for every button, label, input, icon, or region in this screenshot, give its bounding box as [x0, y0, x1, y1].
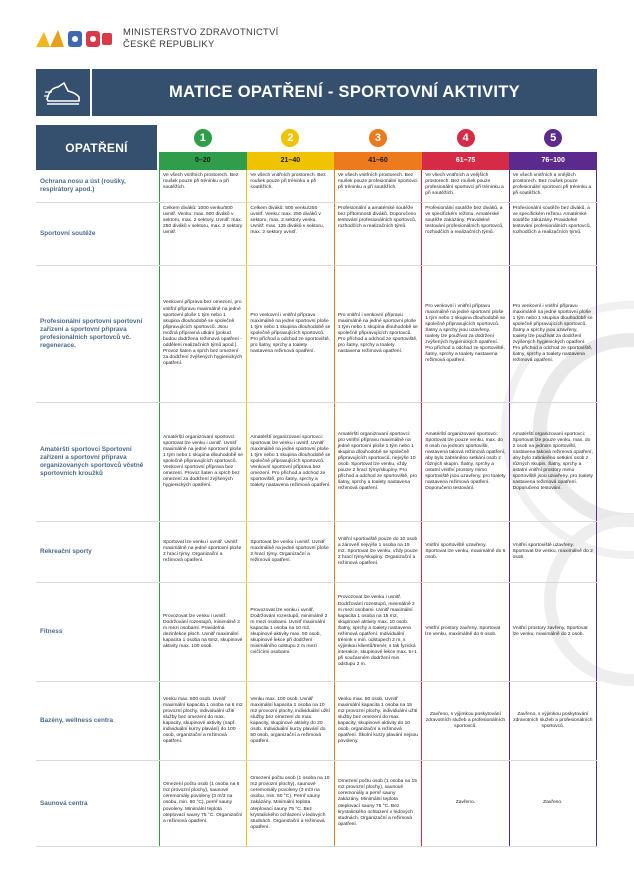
cell-text: Provozovat lze venku i uvnitř. Dodržování rozestupů, minimálně 2 m mezi osobami. Uvnitř maximální kapacita 1 osoba na 15 m2, skupinové aktivity max. 10 osob. Šatny, sprchy a toalety nastavena režimová opatření. Individuální trénink v min. odstupech 2 m, s výjimkou klientů/trenér, s tak fyzická interakce, skupinové lekce max. 5+1 při současném dodržení min. odstupu 2 m. [337, 595, 417, 668]
cell-text: Celkem diváků: 1000 venku/500 uvnitř. Venku: max. 500 diváků v sektoru, max. 2 sektory. Uvnitř: max. 250 diváků v sektoru, max. 2 sektory uvnitř. [163, 206, 243, 236]
cell-text: Pro venkovní i vnitřní přípravu maximálně na jedné sportovní ploše 1 tým nebo 1 skupina dlouhodobě se společně připravujících sportovců. Pro příchod a odchod ze sportoviště, pro šatny, sprchy a toalety nastavena režimová opatření. [250, 312, 331, 355]
table-row [36, 203, 597, 266]
cell-text: Provozovat lze venku i uvnitř. Dodržování rozestupů, minimálně 2 m mezi osobami. Uvnitř maximální kapacita 1 osoba na 10 m2, skupinové aktivity max. 50 osob, skupinové lekce při dodržení minimálního odstupu 2 m mezi cvičícími osobami. [250, 607, 328, 656]
cell-text: Omezení počtu osob (1 osoba na 10 m2 provozní plochy), saunové ceremoniály povoleny (3 m/3 na osobu, min. 60 °C). Pernř sauny zakázány. Minimální teplota oteplovací sauny 75 °C. Bez krystalického ochlazení v ledových studnách. Organizační a režimová opatření. [250, 776, 330, 830]
table-cell [159, 266, 246, 402]
cell-text: Zavřeno, s výjimkou poskytování zdravotních služeb a profesionálních sportovců. [425, 711, 506, 730]
table-row [36, 682, 597, 761]
level-number-badge: 2 [281, 129, 299, 147]
row-label: Rekreační sporty [40, 548, 92, 555]
level-ranges [159, 152, 597, 170]
table-cell [246, 170, 333, 202]
cell-text: Ve všech vnitřních prostorech. Bez roušek pouze při tréninku a při soutěžích. [163, 173, 239, 191]
measures-table [36, 170, 597, 847]
row-label: Bazény, wellness centra [40, 717, 114, 724]
table-cell [509, 170, 597, 202]
opatreni-header: OPATŘENÍ [36, 125, 157, 170]
cell-text: Amatérští organizovaní sportovci: Sportovat lze pouze venku, max. do 2 osob na jednom sportovišti, nastavena taková režimová opatření, aby bylo zabráněno setkání osob z různých skupin. Šatny, sprchy a ostatní vnitřní prostory mimo sportoviště jsou uzavřeny, pro toalety nastavena režimová opatření. Doporučeno testování. [512, 431, 593, 492]
cell-text: Ve všech vnitřních prostorech. Bez roušek pouze při tréninku a při soutěžích. [250, 173, 326, 191]
level-1 [159, 127, 247, 149]
cell-text: Vnitřní prostory zavřeny, Sportovat lze venku, maximálně do 6 osob. [425, 625, 501, 637]
cell-text: Celkem diváků: 500 venku/250 uvnitř. Venku: max. 250 diváků v sektoru, max. 2 sektory venku. Uvnitř: max. 125 diváků v sektoru, max. 2 sektory uvnitř. [250, 206, 325, 236]
cell-text: Provozovat lze venku i uvnitř. Dodržování rozestupů, minimálně 2 m mezi osobami. Pravidelná dezinfekce ploch. Uvnitř maximální kapacita 1 osoba na 6m2, skupinové aktivity max. 100 osob. [163, 613, 243, 650]
table-cell [421, 522, 508, 582]
table-cell [421, 761, 508, 846]
cell-text: Ve všech vnitřních prostorech. Bez roušek pouze profesionální sportovci při tréninku a při soutěžích. [337, 173, 418, 191]
cell-text: Profesionální soutěže bez diváků, a ve specifickém režimu. Amatérské soutěže zakázány. Pravidelné testování profesionálních sportovců, rozhodčích a realizačních týmů. [425, 206, 504, 236]
table-cell [159, 403, 246, 521]
ministry-name-line2: ČESKÉ REPUBLIKY [123, 38, 215, 49]
level-range-3: 41–60 [334, 152, 422, 170]
cell-text: Venkovní příprava bez omezení, pro vnitřní přípravu maximálně na jedné sportovní ploše 1 tým nebo 1 skupina dlouhodobě se společně připravujících sportovců. Jsou možná přípravná utkání (pokud budou dodržena režimová opatření - oddělení realizačních týmů apod.). Provoz šaten a sprch bez omezení za dodržení zvýšených hygienických opatření. [163, 300, 243, 367]
level-numbers [159, 127, 597, 149]
table-row [36, 170, 597, 203]
cell-text: Profesionální a amatérské soutěže bez přítomnosti diváků. Doporučeno testování profesionálních sportovců, rozhodčích a realizačních týmů. [337, 206, 417, 230]
row-label: Profesionální sportovní sportovní zařízení a sportovní příprava profesionálních sportovců vč. regenerace. [40, 318, 143, 349]
table-cell [334, 761, 421, 846]
table-cell [159, 682, 246, 760]
cell-text: Sportovat lze venku i uvnitř. Uvnitř maximálně na jedné sportovní ploše 2 hrací týmy. Organizační a režimová opatření. [250, 539, 329, 564]
table-cell [159, 170, 246, 202]
table-cell [421, 403, 508, 521]
cell-text: Zavřeno. [543, 800, 563, 806]
table-cell [509, 266, 597, 402]
cell-text: Pro venkovní i vnitřní přípravu maximálně na jedné sportovní ploše 1 tým nebo 1 skupina dlouhodobě se společně připravujících sportovců. Šatny a sprchy jsou uzavřeny, toalety lze používat za dodržení zvýšených hygienických opatření. Pro příchod a odchod ze sportoviště, šatny, sprchy a toalety nastavena režimová opatření. [512, 303, 593, 364]
table-cell [159, 522, 246, 582]
table-cell [421, 583, 508, 681]
row-label: Ochrana nosu a úst (roušky, respirátory apod.) [40, 178, 126, 193]
level-2 [247, 127, 335, 149]
table-cell [334, 682, 421, 760]
table-cell [509, 403, 597, 521]
table-cell [334, 522, 421, 582]
level-3 [334, 127, 422, 149]
table-cell [246, 522, 333, 582]
page-title: MATICE OPATŘENÍ - SPORTOVNÍ AKTIVITY [169, 83, 520, 101]
level-number-badge: 4 [457, 129, 475, 147]
title-banner [36, 69, 597, 116]
table-row [36, 403, 597, 522]
cell-text: Vnitřní sportoviště pouze do 10 osob a zároveň nejvýše 1 osoba na 15 m2. Sportovat lze venku, vždy pouze 2 hrací týmy/skupiny. Organizační a režimová opatření. [337, 536, 418, 567]
row-label: Fitness [40, 628, 63, 635]
table-cell [246, 266, 333, 402]
running-shoe-icon [36, 69, 92, 116]
level-5 [509, 127, 597, 149]
cell-text: Zavřeno. [455, 800, 476, 806]
table-cell [334, 266, 421, 402]
row-label: Saunová centra [40, 799, 88, 807]
table-cell [246, 203, 333, 265]
cell-text: Omezení počtu osob (1 osoba na 6 m2 provozní plochy), saunové ceremoniály povoleny (3 m/3 na osobu, min. 60 °C), pernř sauny povoleny. Minimální teplota oteplovací sauny 75 °C. Organizační a režimová opatření. [163, 782, 243, 824]
cell-text: Amatérští organizovaní sportovci: Sportovat lze pouze venku, max. do 6 osob na jednom sportovišti, nastavena taková režimová opatření, aby bylo zabráněno setkání osob z různých skupin. Šatny, sprchy a ostatní vnitřní prostory mimo sportoviště jsou uzavřeny, pro toalety nastavena režimová opatření. Doporučeno testování. [425, 431, 506, 492]
table-cell [509, 522, 597, 582]
level-number-badge: 5 [544, 129, 562, 147]
ministry-name-line1: MINISTERSTVO ZDRAVOTNICTVÍ [123, 26, 279, 37]
cell-text: Sportovat lze venku i uvnitř. Uvnitř maximálně na jedné sportovní ploše 2 hrací týmy. Organizační a režimová opatření. [163, 539, 242, 564]
level-range-2: 21–40 [247, 152, 335, 170]
row-label: Amatérští sportovci Sportovní zařízení a sportovní příprava organizovaných sportovců včetně sportovních kroužků [40, 446, 144, 477]
table-cell [421, 266, 508, 402]
cell-text: Ve všech vnitřních a vnějších prostorech. Bez roušek pouze profesionální sportovci při tréninku a při soutěžích. [512, 173, 592, 197]
cell-text: Amatérští organizovaní sportovci: pro vnitřní přípravu maximálně na jedné sportovní ploše 1 tým nebo 1 skupina dlouhodobě se společně připravujících sportovců, nejvýše 10 osob. Sportovat lze venku, vždy pouze 2 hrací týmy/skupiny. Pro příchod a odchod ze sportoviště, pro šatny, sprchy a toalety nastavena režimová opatření. [337, 431, 417, 492]
table-cell [334, 203, 421, 265]
table-cell [246, 682, 333, 760]
table-cell [421, 170, 508, 202]
cell-text: Venku max. 50 osob. Uvnitř maximální kapacita 1 osoba na 15 m2 provozní plochy, individuální užití služby bez omezení do max. kapacity, skupinové aktivity do 10 osob, organizační a režimová opatření. Školní kurzy plavání nejsou povoleny. [337, 696, 419, 745]
header [36, 20, 279, 56]
level-number-badge: 3 [369, 129, 387, 147]
cell-text: Vnitřní sportoviště uzavřeny. Sportovat lze venku, maximálně do 6 osob. [425, 542, 506, 561]
table-cell [421, 682, 508, 760]
level-range-1: 0–20 [159, 152, 247, 170]
table-row [36, 522, 597, 583]
ministry-logo-icon [36, 27, 114, 49]
table-cell [509, 583, 597, 681]
cell-text: Zavřeno, s výjimkou poskytování zdravotních služeb a profesionálních sportovců. [513, 711, 593, 730]
table-cell [159, 761, 246, 846]
table-cell [421, 203, 508, 265]
cell-text: Ve všech vnitřních a vnějších prostorech. Bez roušek pouze profesionální sportovci při tréninku a při soutěžích. [425, 173, 504, 197]
table-cell [246, 403, 333, 521]
cell-text: Amatérští organizovaní sportovci: sportovat lze venku i uvnitř. Uvnitř maximálně na jedné sportovní ploše 1 tým nebo 1 skupina dlouhodobě se společně připravujících sportovců. Venkovní sportovní příprava bez omezení. Pro příchod a odchod ze sportoviště, pro šatny, sprchy a toalety nastavena režimová opatření. [250, 434, 331, 489]
table-cell [509, 682, 597, 760]
cell-text: Omezení počtu osob (1 osoba na 15 m2 provozní plochy), saunové ceremoniály a pernř sauny zakázány. Minimální teplota oteplovací sauny 75 °C. Bez krystalického ochlazení v ledových studnách. Organizační a režimová opatření. [337, 779, 417, 827]
level-range-5: 76–100 [509, 152, 597, 170]
cell-text: Amatérští organizovaní sportovci: sportovat lze venku i uvnitř. Uvnitř maximálně na jedné sportovní ploše 1 tým nebo 1 skupina dlouhodobě se společně připravujících sportovců. Venkovní sportovní příprava bez omezení. Provoz šaten a sprch bez omezení za dodržení zvýšených hygienických opatření. [163, 434, 243, 489]
table-cell [246, 761, 333, 846]
level-number-badge: 1 [194, 129, 212, 147]
cell-text: Pro vnitřní i venkovní přípravu maximálně na jedné sportovní ploše 1 tým nebo 1 skupina dlouhodobě se společně připravujících sportovců. Pro příchod a odchod ze sportoviště, pro šatny, sprchy a toalety nastavena režimová opatření. [337, 312, 418, 355]
row-label: Sportovní soutěže [40, 230, 96, 237]
cell-text: Vnitřní sportoviště uzavřeny. Sportovat lze venku, maximálně do 2 osob. [512, 542, 593, 561]
table-row [36, 761, 597, 847]
cell-text: Pro venkovní i vnitřní přípravu maximálně na jedné sportovní ploše 1 tým nebo 1 skupina dlouhodobě se společně připravujících sportovců. Šatny a sprchy jsou uzavřeny, toalety lze používat za dodržení zvýšených hygienických opatření. Pro příchod a odchod ze sportoviště, šatny, sprchy a toalety nastavena režimová opatření. [425, 303, 506, 364]
table-cell [334, 170, 421, 202]
cell-text: Venku max. 100 osob. Uvnitř maximální kapacita 1 osoba na 10 m2 provozní plochy, individuální užití služby bez omezení do max. kapacity, skupinové aktivity do 20 osob. Individuální kurzy plavání do 50 osob, organizační a režimová opatření. [250, 696, 330, 745]
table-cell [246, 583, 333, 681]
table-row [36, 583, 597, 682]
table-cell [509, 761, 597, 846]
table-cell [159, 203, 246, 265]
level-4 [422, 127, 510, 149]
cell-text: Vnitřní prostory zavřeny, Sportovat lze venku, maximálně do 2 osob. [512, 625, 588, 637]
cell-text: Venku max. 500 osob. Uvnitř maximální kapacita 1 osoba na 6 m2 provozní plochy, individuální užití služby bez omezení do max. kapacity, skupinové aktivity (např. individuální kurzy plavání) do 100 osob, organizační a režimová opatření. [163, 696, 243, 745]
table-cell [334, 403, 421, 521]
table-cell [509, 203, 597, 265]
table-row [36, 266, 597, 403]
table-cell [334, 583, 421, 681]
table-cell [159, 583, 246, 681]
level-range-4: 61–75 [422, 152, 510, 170]
cell-text: Profesionální soutěže bez diváků, a ve specifickém režimu. Amatérské soutěže zakázány. Pravidelné testování profesionálních sportovců, rozhodčích a realizačních týmů. [512, 206, 591, 236]
ministry-logo [36, 27, 114, 49]
